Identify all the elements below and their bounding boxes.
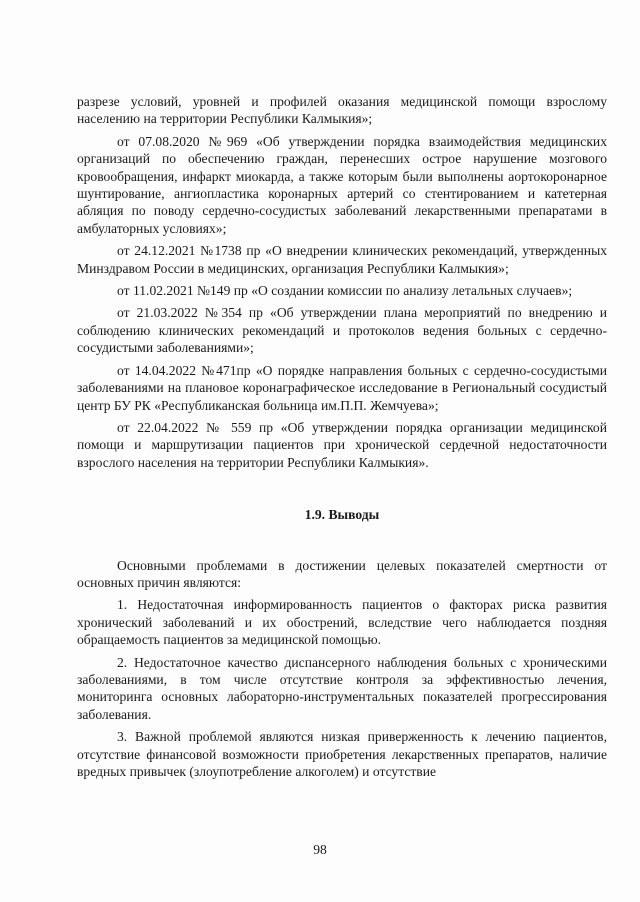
conclusion-intro: Основными проблемами в достижении целевых показателей смертности от основных причин являются: bbox=[77, 557, 607, 590]
page-content bbox=[77, 93, 607, 785]
conclusion-item: 2. Недостаточное качество диспансерного наблюдения больных с хроническими заболеваниями, в том числе отсутствие контроля за эффективностью лечения, мониторинга основных лабораторно-инструментальных показателей прогрессирования заболевания. bbox=[77, 654, 607, 722]
conclusion-item: 3. Важной проблемой являются низкая приверженность к лечению пациентов, отсутствие финансовой возможности приобретения лекарственных препаратов, наличие вредных привычек (злоупотребление алкоголем) и отсутствие bbox=[77, 729, 607, 779]
page-number: 98 bbox=[313, 842, 327, 857]
section-heading: 1.9. Выводы bbox=[304, 507, 380, 523]
conclusion-item: 1. Недостаточная информированность пациентов о факторах риска развития хронический заболеваний и их обострений, вследствие чего наблюдается поздняя обращаемость пациентов за медицинской помощью. bbox=[77, 597, 607, 648]
paragraph-continuation: разрезе условий, уровней и профилей оказания медицинской помощи взрослому населению на территории Республики Калмыкия»; bbox=[77, 94, 607, 127]
order-paragraph: от 22.04.2022 № 559 пр «Об утверждении порядка организации медицинской помощи и маршрутизации пациентов при хронической сердечной недостаточности взрослого населения на территории Республики Калмыкия». bbox=[77, 419, 607, 470]
order-paragraph: от 07.08.2020 №969 «Об утверждении порядка взаимодействия медицинских организаций по обеспечению граждан, перенесших острое нарушение мозгового кровообращения, инфаркт миокарда, а также которым были выполнены аортокоронарное шунтирование, ангиопластика коронарных артерий со стентированием и катетерная абляция по поводу сердечно-сосудистых заболеваний лекарственными препаратами в амбулаторных условиях»; bbox=[77, 133, 607, 236]
order-paragraph: от 14.04.2022 №471пр «О порядке направления больных с сердечно-сосудистыми заболеваниями на плановое коронаграфическое исследование в Региональный сосудистый центр БУ РК «Республиканская больница им.П.П. Жемчуева»; bbox=[77, 362, 607, 413]
order-paragraph: от 24.12.2021 №1738 пр «О внедрении клинических рекомендаций, утвержденных Минздравом России в медицинских, организация Республики Калмыкия»; bbox=[77, 243, 607, 276]
order-paragraph: от 21.03.2022 №354 пр «Об утверждении плана мероприятий по внедрению и соблюдению клинических рекомендаций и протоколов ведения больных с сердечно-сосудистыми заболеваниями»; bbox=[77, 305, 607, 356]
order-paragraph: от 11.02.2021 №149 пр «О создании комиссии по анализу летальных случаев»; bbox=[117, 283, 573, 299]
